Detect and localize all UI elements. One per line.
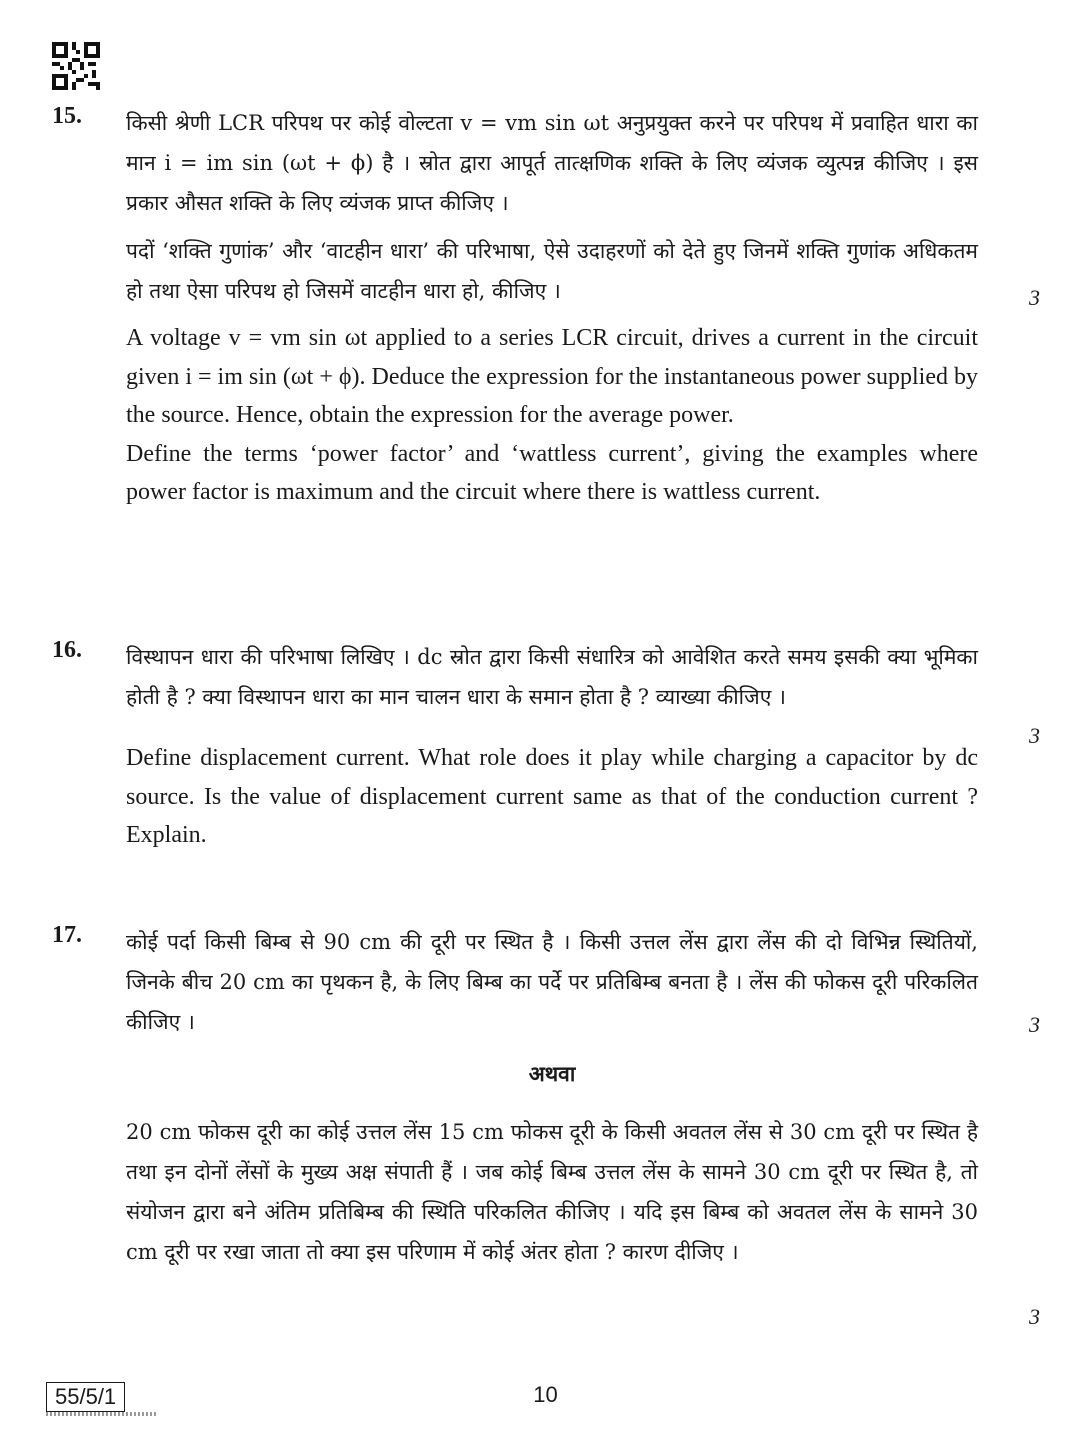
question-text-hindi: पदों ‘शक्ति गुणांक’ और ‘वाटहीन धारा’ की परिभाषा, ऐसे उदाहरणों को देते हुए जिनमें शक्ति गुणांक अधिकतम हो तथा ऐसा परिपथ हो जिसमें वाटहीन धारा हो, कीजिए । (126, 239, 978, 303)
question-17 (52, 922, 1042, 1329)
question-text-hindi: कोई पर्दा किसी बिम्ब से 90 cm की दूरी पर स्थित है । किसी उत्तल लेंस द्वारा लेंस की दो विभिन्न स्थितियों, जिनके बीच 20 cm का पृथकन है, के लिए बिम्ब का पर्दे पर प्रतिबिम्ब बनता है । लेंस की फोकस दूरी परिकलित कीजिए । (126, 930, 978, 1034)
question-number: 17. (52, 922, 82, 948)
question-text-english: Define displacement current. What role does it play while charging a capacitor by dc source. Is the value of displacement current same as that of the conduction current ? Explain. (126, 745, 978, 848)
or-divider: अथवा (528, 1061, 576, 1086)
question-text-english: Define the terms ‘power factor’ and ‘wattless current’, giving the examples where power factor is maximum and the circuit where there is wattless current. (126, 440, 978, 505)
question-15 (52, 103, 1042, 512)
page-number: 10 (533, 1382, 558, 1407)
question-text-english: A voltage v = vm sin ωt applied to a series LCR circuit, drives a current in the circuit given i = im sin (ωt + ϕ). Deduce the expression for the instantaneous power supplied by the source. Hence, obtain the expression for the average power. (126, 325, 978, 428)
qr-code-icon (52, 42, 100, 90)
question-text-hindi: विस्थापन धारा की परिभाषा लिखिए । dc स्रोत द्वारा किसी संधारित्र को आवेशित करते समय इसकी क्या भूमिका होती है ? क्या विस्थापन धारा का मान चालन धारा के समान होता है ? व्याख्या कीजिए । (126, 645, 978, 709)
marks-label: 3 (1029, 1012, 1040, 1037)
question-text-hindi: किसी श्रेणी LCR परिपथ पर कोई वोल्टता v = vm sin ωt अनुप्रयुक्त करने पर परिपथ में प्रवाहित धारा का मान i = im sin (ωt + ϕ) है । स्रोत द्वारा आपूर्त तात्क्षणिक शक्ति के लिए व्यंजक व्युत्पन्न कीजिए । इस प्रकार औसत शक्ति के लिए व्यंजक प्राप्त कीजिए । (126, 111, 978, 215)
alternative-marks-label: 3 (1029, 1304, 1040, 1329)
marks-label: 3 (1029, 723, 1040, 748)
footer-microtext (46, 1412, 156, 1416)
question-16 (52, 637, 1042, 855)
alternative-question-text-hindi: 20 cm फोकस दूरी का कोई उत्तल लेंस 15 cm फोकस दूरी के किसी अवतल लेंस से 30 cm दूरी पर स्थित है तथा इन दोनों लेंसों के मुख्य अक्ष संपाती हैं । जब कोई बिम्ब उत्तल लेंस के सामने 30 cm दूरी पर स्थित है, तो संयोजन द्वारा बने अंतिम प्रतिबिम्ब की स्थिति परिकलित कीजिए । यदि इस बिम्ब को अवतल लेंस के सामने 30 cm दूरी पर रखा जाता तो क्या इस परिणाम में कोई अंतर होता ? कारण दीजिए । (126, 1120, 978, 1264)
question-number: 15. (52, 103, 82, 129)
question-number: 16. (52, 637, 82, 663)
paper-code: 55/5/1 (46, 1382, 125, 1412)
marks-label: 3 (1029, 285, 1040, 310)
